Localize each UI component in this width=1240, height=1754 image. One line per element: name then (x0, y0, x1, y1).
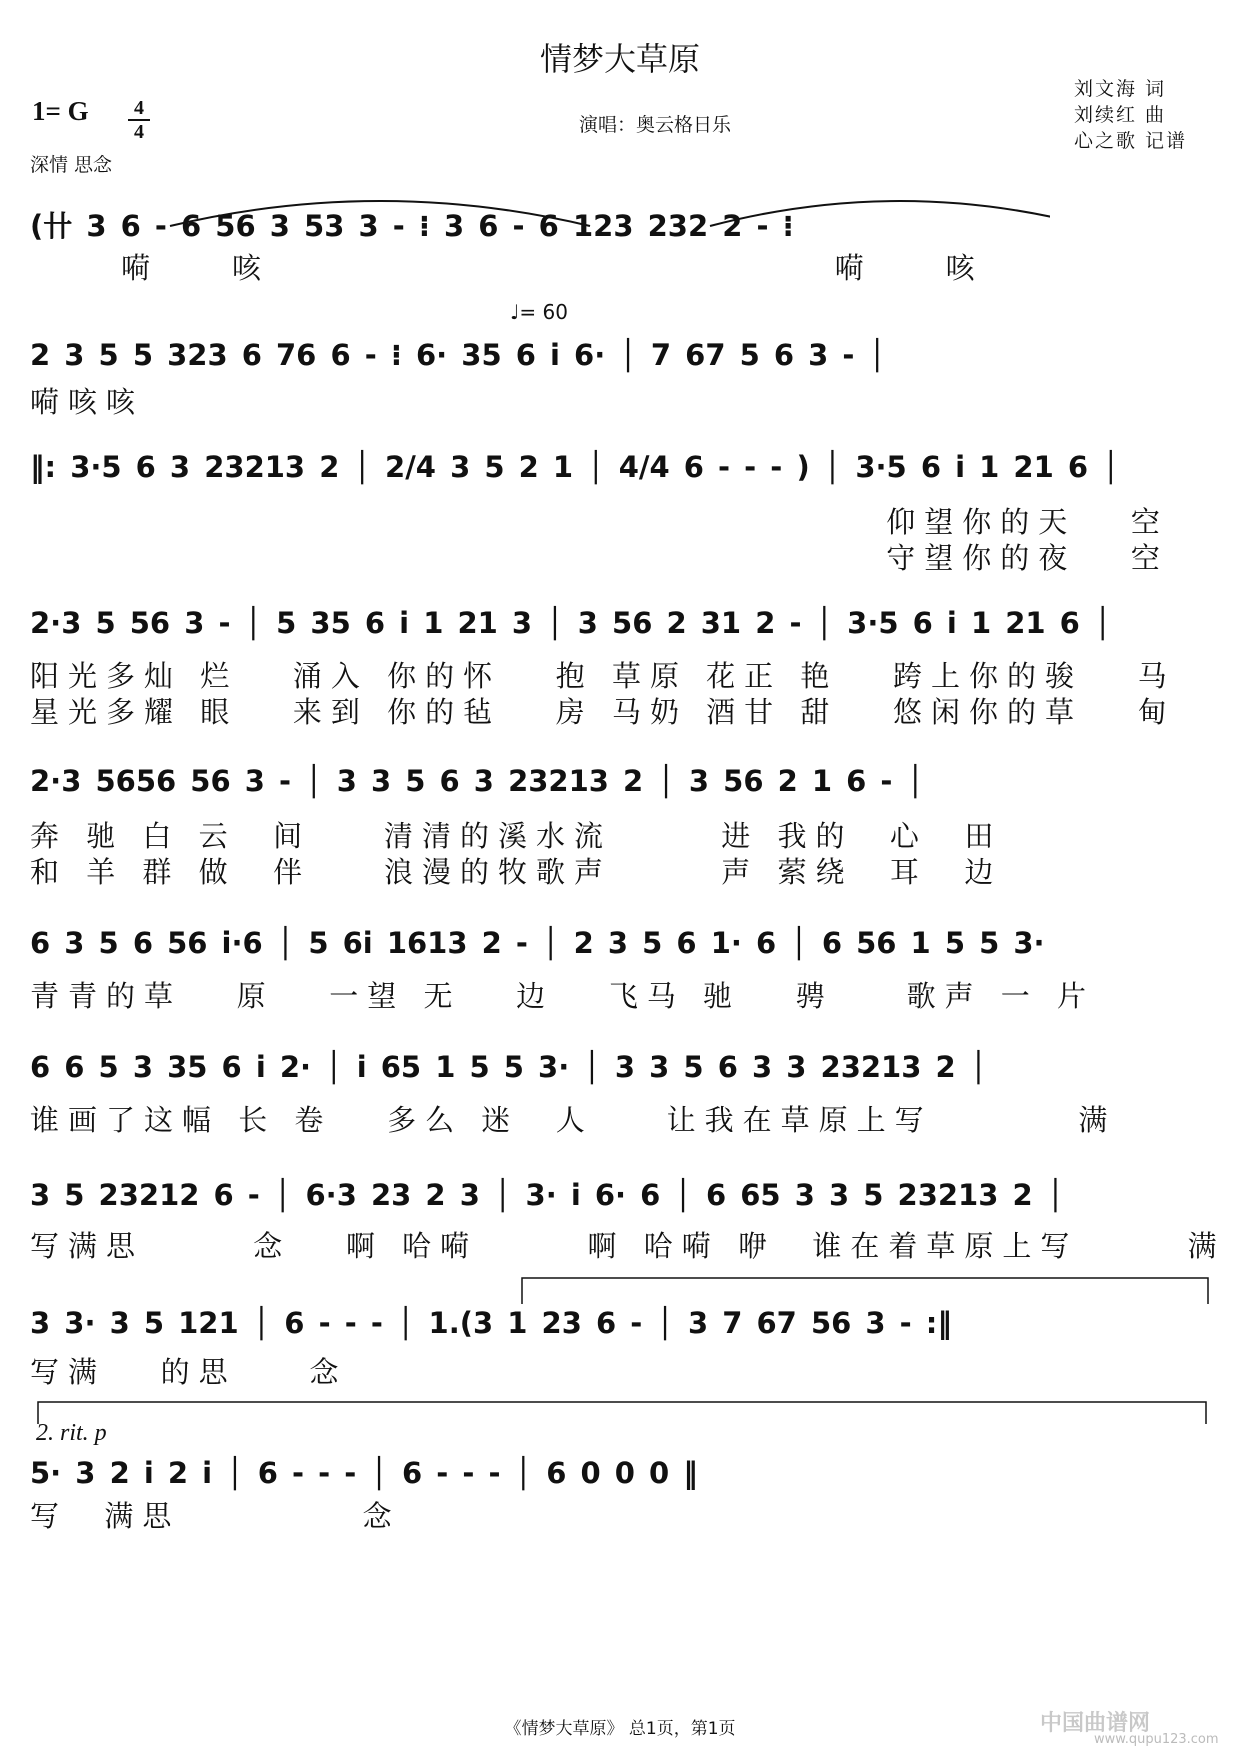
composer-credit: 刘续红 曲 (1074, 104, 1167, 126)
page-footer: 《情梦大草原》 总1页，第1页 (504, 1719, 736, 1739)
tempo-mark: ♩= 60 (510, 300, 568, 324)
notation-line-1: (卄 3 6 - 6 56 3 53 3 - ⁝ 3 6 - 6 123 232 2 - ⁝ (30, 209, 794, 243)
lyrics-line-6: 青青的草 原 一望 无 边 飞马 驰 骋 歌声 一 片 (30, 979, 1096, 1013)
lyrics-line-3a: 仰望你的天 空 (30, 505, 1169, 539)
notation-line-8: 3 5 23212 6 - │ 6·3 23 2 3 │ 3· i 6· 6 │ 6 65 3 3 5 23213 2 │ (30, 1178, 1065, 1212)
lyrics-line-7: 谁画了这幅 长 卷 多么 迷 人 让我在草原上写 满 (30, 1103, 1117, 1137)
notation-line-7: 6 6 5 3 35 6 i 2· │ i 65 1 5 5 3· │ 3 3 5 6 3 3 23213 2 │ (30, 1050, 988, 1084)
singer-credit: 演唱：奥云格日乐 (578, 114, 731, 136)
lyricist-credit: 刘文海 词 (1074, 78, 1167, 100)
notation-line-5: 2·3 5656 56 3 - │ 3 3 5 6 3 23213 2 │ 3 56 2 1 6 - │ (30, 764, 925, 798)
notation-line-2: 2 3 5 5 323 6 76 6 - ⁝ 6· 35 6 i 6· │ 7 67 5 6 3 - │ (30, 338, 887, 372)
notation-line-4: 2·3 5 56 3 - │ 5 35 6 i 1 21 3 │ 3 56 2 31 2 - │ 3·5 6 i 1 21 6 │ (30, 606, 1112, 640)
lyrics-line-10: 写 满思 念 (30, 1499, 401, 1533)
song-title: 情梦大草原 (539, 40, 700, 78)
lyrics-line-2: 嗬咳咳 (30, 385, 145, 419)
watermark-logo: 中国曲谱网 (1040, 1711, 1151, 1736)
lyrics-line-8: 写满思 念 啊 哈嗬 啊 哈嗬 咿 谁在着草原上写 满 (30, 1229, 1226, 1263)
second-ending-bracket (36, 1400, 1208, 1426)
lyrics-line-4b: 星光多耀 眼 来到 你的毡 房 马奶 酒甘 甜 悠闲你的草 甸 (30, 695, 1176, 729)
watermark-url: www.qupu123.com (1094, 1732, 1219, 1747)
lyrics-line-1: 嗬 咳 嗬 咳 (30, 251, 984, 285)
key-signature: 1= G (32, 96, 89, 126)
lyrics-line-4a: 阳光多灿 烂 涌入 你的怀 抱 草原 花正 艳 跨上你的骏 马 (30, 659, 1176, 693)
notation-line-6: 6 3 5 6 56 i·6 │ 5 6i 1613 2 - │ 2 3 5 6 1· 6 │ 6 56 1 5 5 3· (30, 926, 1045, 960)
expression-mark: 深情 思念 (30, 154, 113, 176)
notation-line-3: ‖: 3·5 6 3 23213 2 │ 2/4 3 5 2 1 │ 4/4 6 - - - ) │ 3·5 6 i 1 21 6 │ (30, 450, 1120, 484)
meter-top: 4 (134, 97, 144, 119)
lyrics-line-5b: 和 羊 群 做 伴 浪漫的牧歌声 声 萦绕 耳 边 (30, 855, 1003, 889)
lyrics-line-5a: 奔 驰 白 云 间 清清的溪水流 进 我的 心 田 (30, 819, 1003, 853)
lyrics-line-9: 写满 的思 念 (30, 1355, 348, 1389)
transcriber-credit: 心之歌 记谱 (1074, 130, 1188, 152)
notation-line-10: 5· 3 2 i 2 i │ 6 - - - │ 6 - - - │ 6 0 0 0 ‖ (30, 1456, 698, 1490)
meter-bottom: 4 (134, 121, 144, 143)
ending-rit-mark: 2. rit. p (36, 1420, 107, 1446)
notation-line-9: 3 3· 3 5 121 │ 6 - - - │ 1.(3 1 23 6 - │ 3 7 67 56 3 - :‖ (30, 1306, 952, 1340)
first-ending-bracket (520, 1276, 1210, 1306)
lyrics-line-3b: 守望你的夜 空 (30, 541, 1169, 575)
